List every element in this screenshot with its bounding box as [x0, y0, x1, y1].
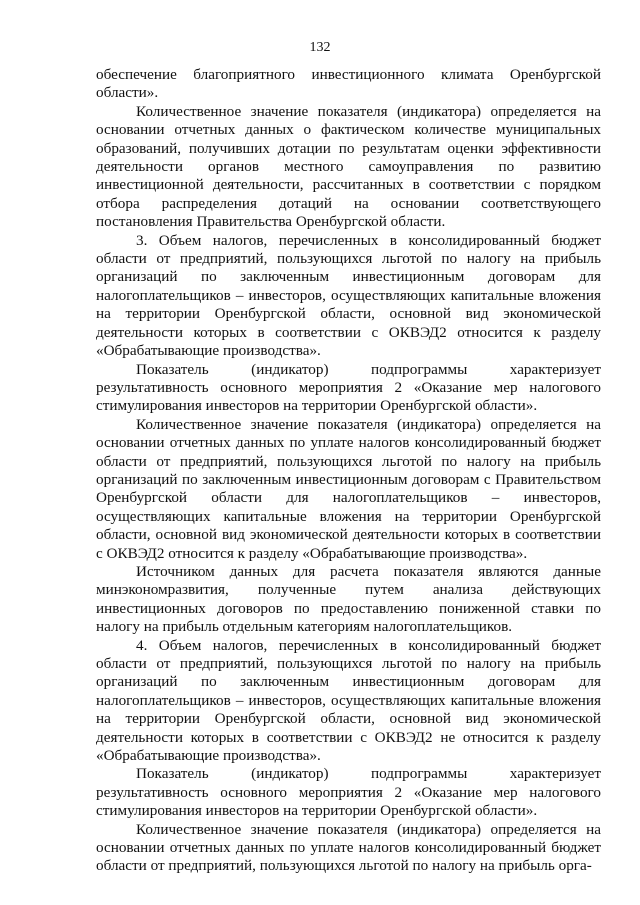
paragraph-item-3-method: Количественное значение показателя (индикатора) определяется на основании отчетных данных по уплате налогов консолидированный бюджет области от предприятий, пользующихся льготой по налогу на прибыль организаций по заключенным инвестиционным договорам с Правительством Оренбургской области для налогоплательщиков – инвесторов, осуществляющих капитальные вложения на территории Оренбургской области, основной вид экономической деятельности которых в соответствии с ОКВЭД2 относится к разделу «Обрабатывающие производства». — [96, 415, 601, 562]
page-number: 132 — [309, 40, 331, 55]
paragraph-item-3: 3. Объем налогов, перечисленных в консолидированный бюджет области от предприятий, пользующихся льготой по налогу на прибыль организаций по заключенным инвестиционным договорам для налогоплательщиков – инвесторов, осуществляющих капитальные вложения на территории Оренбургской области, основной вид экономической деятельности которых в соответствии с ОКВЭД2 относится к разделу «Обрабатывающие производства». — [96, 231, 601, 360]
document-body — [96, 66, 601, 876]
paragraph-item-3-characterizes: Показатель (индикатор) подпрограммы характеризует результативность основного мероприятия 2 «Оказание мер налогового стимулирования инвесторов на территории Оренбургской области». — [96, 360, 601, 415]
paragraph-item-4-method: Количественное значение показателя (индикатора) определяется на основании отчетных данных по уплате налогов консолидированный бюджет области от предприятий, пользующихся льготой по налогу на прибыль орга- — [96, 820, 601, 875]
paragraph-item-4: 4. Объем налогов, перечисленных в консолидированный бюджет области от предприятий, пользующихся льготой по налогу на прибыль организаций по заключенным инвестиционным договорам для налогоплательщиков – инвесторов, осуществляющих капитальные вложения на территории Оренбургской области, основной вид экономической деятельности которых в соответствии с ОКВЭД2 не относится к разделу «Обрабатывающие производства». — [96, 636, 601, 765]
paragraph-item-4-characterizes: Показатель (индикатор) подпрограммы характеризует результативность основного мероприятия 2 «Оказание мер налогового стимулирования инвесторов на территории Оренбургской области». — [96, 765, 601, 820]
paragraph-indicator-2-method: Количественное значение показателя (индикатора) определяется на основании отчетных данных о фактическом количестве муниципальных образований, получивших дотации по результатам оценки эффективности деятельности органов местного самоуправления по развитию инвестиционной деятельности, рассчитанных в соответствии с порядком отбора распределения дотаций на основании соответствующего постановления Правительства Оренбургской области. — [96, 102, 601, 231]
paragraph-continuation: обеспечение благоприятного инвестиционного климата Оренбургской области». — [96, 66, 601, 102]
paragraph-item-3-source: Источником данных для расчета показателя являются данные минэкономразвития, полученные путем анализа действующих инвестиционных договоров по предоставлению пониженной ставки по налогу на прибыль отдельным категориям налогоплательщиков. — [96, 562, 601, 636]
